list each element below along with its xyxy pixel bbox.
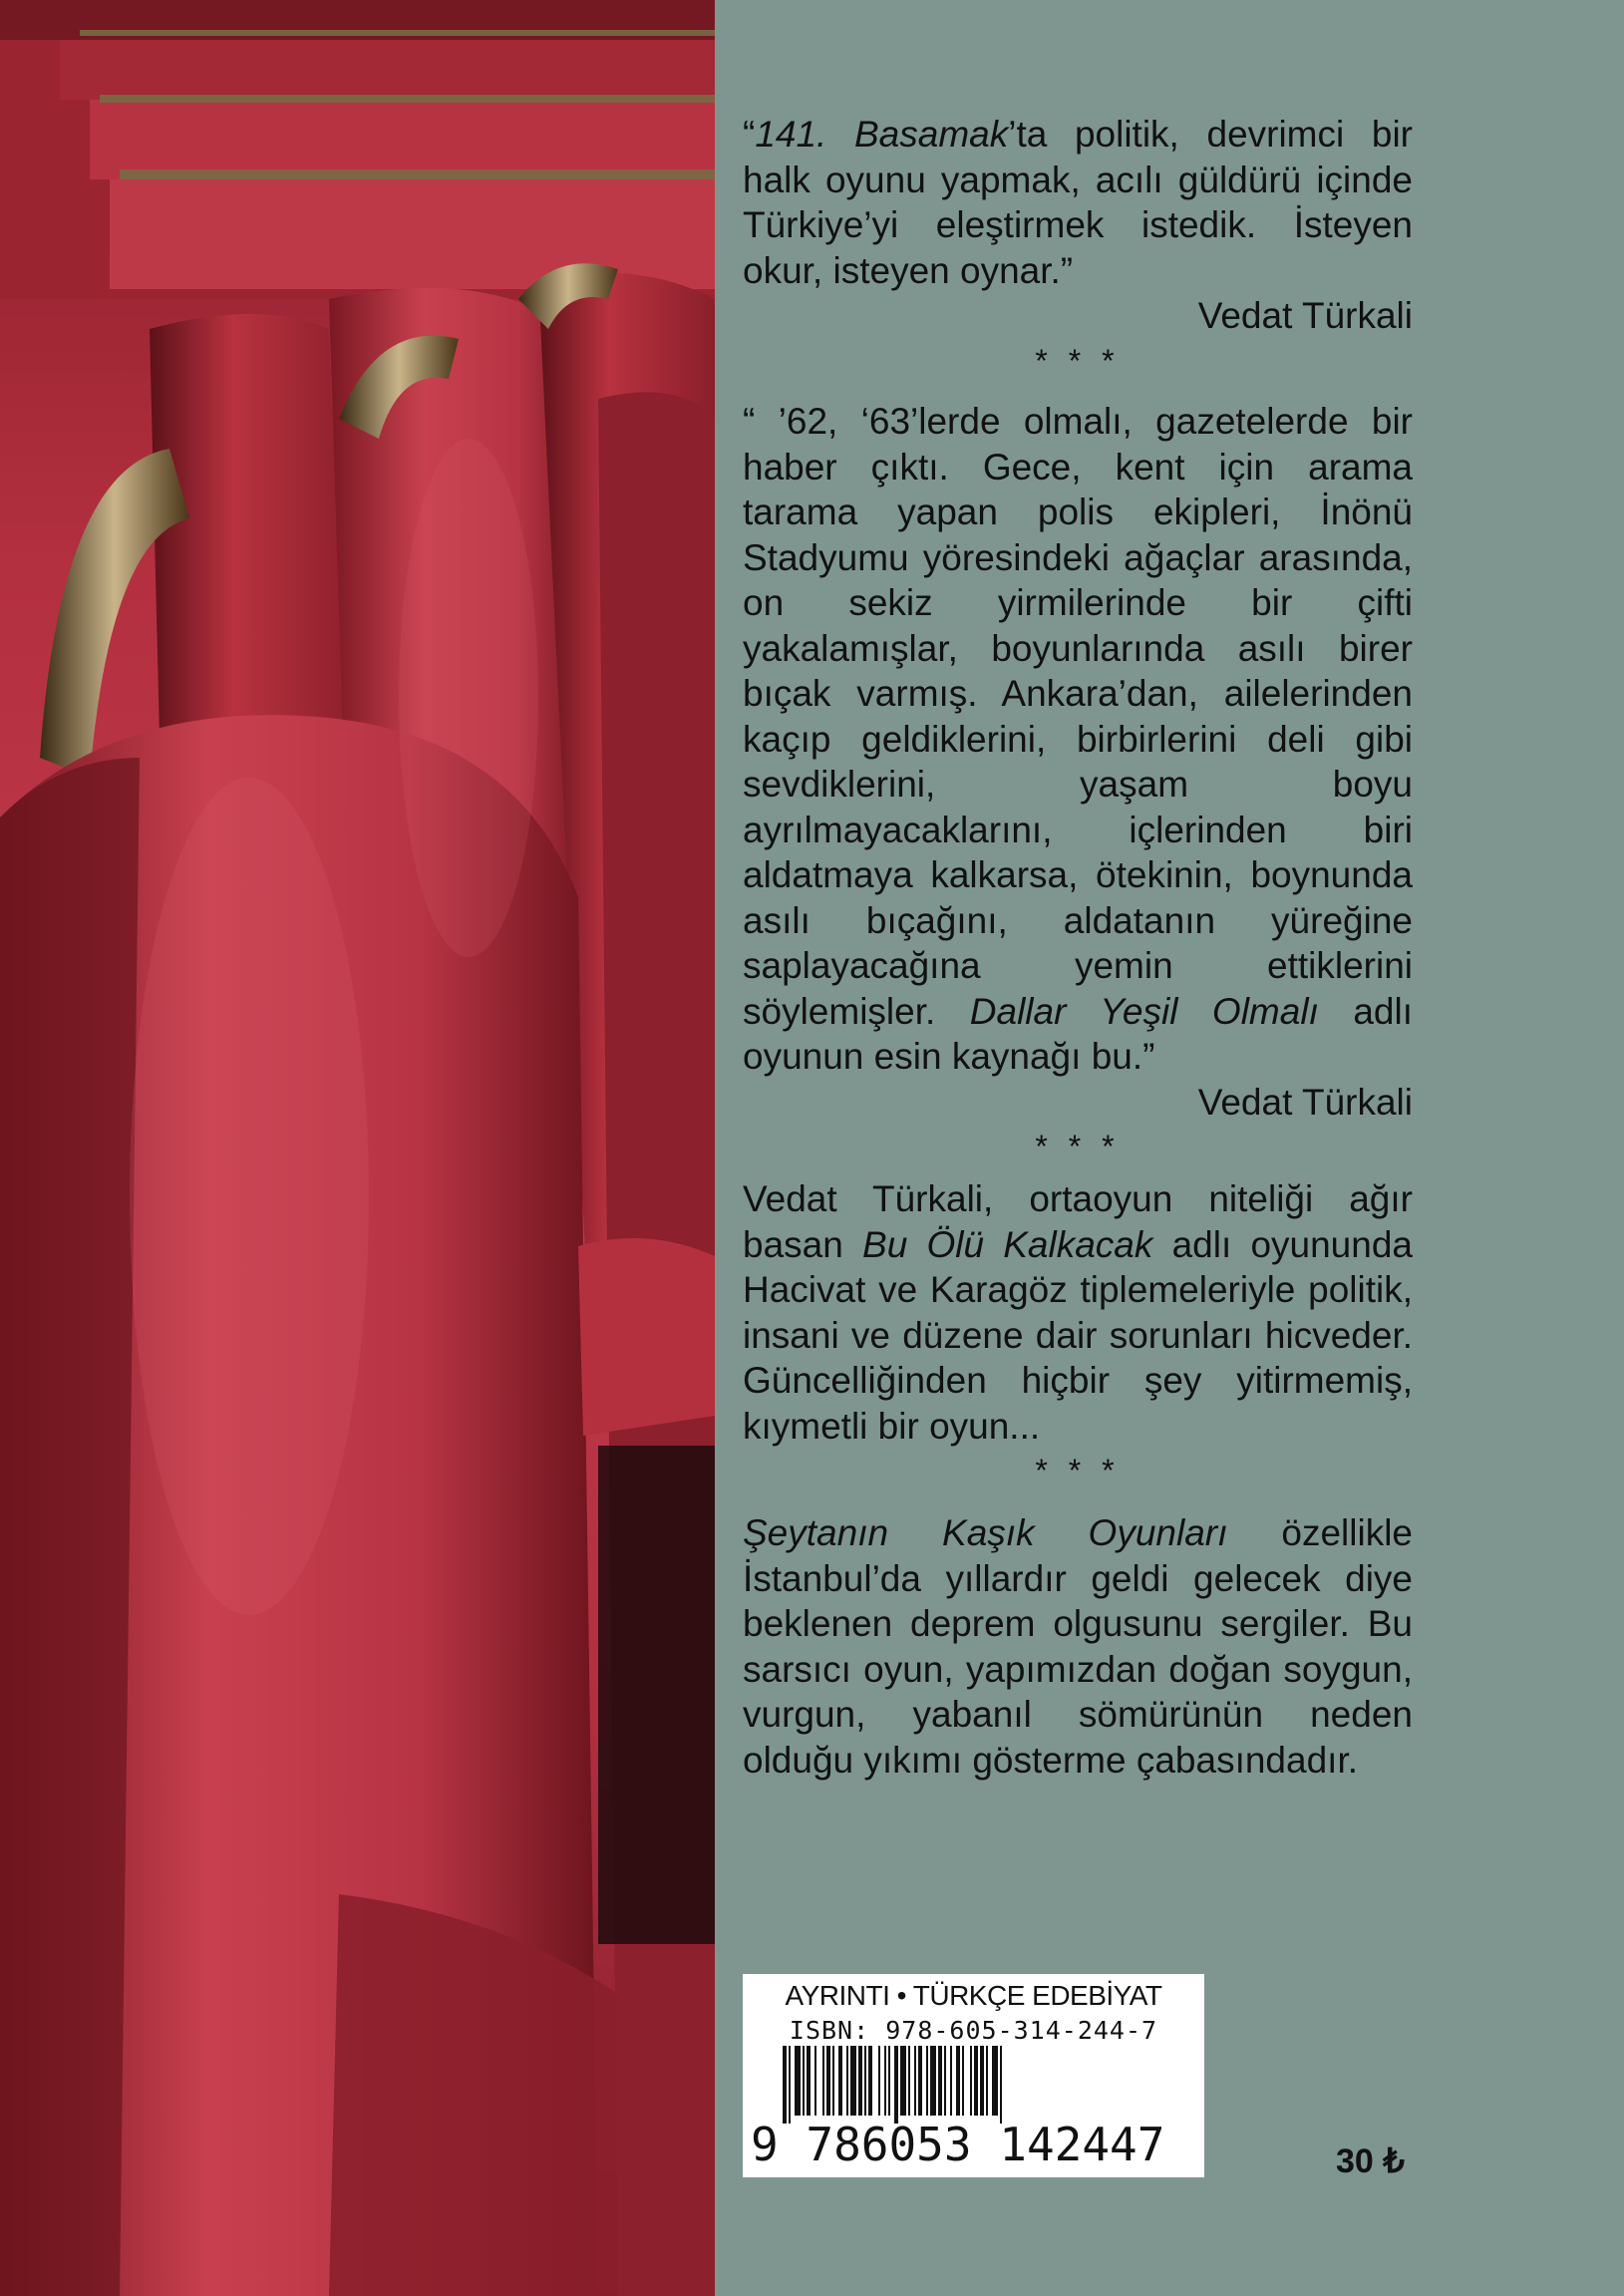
description-block-3 xyxy=(743,1176,1413,1493)
barcode-bar xyxy=(814,2046,816,2116)
barcode-bar xyxy=(858,2046,862,2116)
play-title-dallar-yesil-olmali: Dallar Yeşil Olmalı xyxy=(969,990,1319,1032)
barcode-bar xyxy=(962,2046,964,2116)
barcode-bar xyxy=(826,2046,830,2116)
play-title-seytanin-kasik-oyunlari: Şeytanın Kaşık Oyunları xyxy=(743,1512,1228,1553)
ean-digits: 9 786053 142447 xyxy=(751,2118,1165,2171)
barcode-bar xyxy=(938,2046,942,2116)
quote-1-body: ’ta politik, devrimci bir halk oyunu yapmak, acılı güldürü içinde Türkiye’yi eleştirmek istedik. İsteyen okur, isteyen oynar.” xyxy=(743,114,1413,291)
barcode-bar xyxy=(850,2046,856,2116)
barcode-bar xyxy=(950,2046,952,2116)
barcode-bar xyxy=(868,2046,872,2116)
barcode-bar xyxy=(803,2046,805,2116)
quote-2-ending: adlı oyunun esin kaynağı bu.” xyxy=(743,990,1413,1077)
quote-block-1 xyxy=(743,112,1413,384)
barcode-bar xyxy=(888,2046,890,2116)
barcode-bar xyxy=(1000,2046,1002,2124)
play-title-141-basamak: 141. Basamak xyxy=(755,114,1009,155)
barcode-bar xyxy=(980,2046,984,2116)
barcode-bar xyxy=(930,2046,936,2116)
paragraph-3-body: adlı oyununda Hacivat ve Karagöz tiplemeleriyle politik, insani ve düzene dair sorunları hicveder. Güncelliğinden hiçbir şey yitirmemiş, kıymetli bir oyun... xyxy=(743,1223,1413,1447)
quote-1-text xyxy=(743,112,1413,293)
barcode-bar xyxy=(832,2046,834,2116)
paragraph-4-text xyxy=(743,1510,1413,1783)
quote-2-attribution: Vedat Türkali xyxy=(1197,1081,1413,1123)
barcode-bar xyxy=(914,2046,916,2116)
description-block-4 xyxy=(743,1510,1413,1783)
play-title-bu-olu-kalkacak: Bu Ölü Kalkacak xyxy=(862,1223,1153,1265)
barcode-bar xyxy=(956,2046,960,2116)
barcode-bar xyxy=(846,2046,848,2116)
barcode-bar xyxy=(900,2046,906,2116)
barcode-bar xyxy=(970,2046,972,2116)
barcode-bar xyxy=(926,2046,928,2116)
theatre-seats-photo xyxy=(0,0,715,2296)
barcode-bar xyxy=(864,2046,866,2116)
theatre-seats-illustration xyxy=(0,0,715,2296)
paragraph-4-body: özellikle İstanbul’da yıllardır geldi gelecek diye beklenen deprem olgusunu sergiler. Bu sarsıcı oyun, yapımızdan doğan soygun, vurgun, yabanıl sömürünün neden olduğu yıkımı gösterme çabasındadır. xyxy=(743,1512,1413,1781)
quote-2-body: “ ’62, ‘63’lerde olmalı, gazetelerde bir haber çıktı. Gece, kent için arama tarama yapan polis ekipleri, İnönü Stadyumu yöresindeki ağaçlar arasında, on sekiz yirmilerinde bir çifti yakalamışlar, boyunlarında asılı birer bıçak varmış. Ankara’dan, ailelerinden kaçıp geldiklerini, birbirlerini deli gibi sevdiklerini, yaşam boyu ayrılmayacaklarını, içlerinden biri aldatmaya kalkarsa, ötekinin, boynunda asılı bıçağını, aldatanın yüreğine saplayacağına yemin ettiklerini söylemişler. xyxy=(743,401,1413,1032)
barcode-bar xyxy=(789,2046,791,2124)
barcode-bar xyxy=(822,2046,824,2116)
barcode-bar xyxy=(795,2046,801,2116)
paragraph-3-intro: Vedat Türkali, ortaoyun niteliği ağır basan xyxy=(743,1178,1413,1265)
barcode-bar xyxy=(944,2046,946,2116)
barcode-bar xyxy=(807,2046,811,2116)
barcode-bar xyxy=(783,2046,787,2124)
barcode-bar xyxy=(986,2046,988,2116)
separator-3: * * * xyxy=(1035,1453,1121,1488)
quote-block-2 xyxy=(743,399,1413,1169)
barcode-bar xyxy=(974,2046,978,2116)
separator-2: * * * xyxy=(1035,1129,1121,1164)
barcode-bar xyxy=(884,2046,886,2116)
barcode-bar xyxy=(908,2046,910,2116)
barcode-bar xyxy=(918,2046,922,2116)
separator-1: * * * xyxy=(1035,342,1121,379)
isbn-barcode-box xyxy=(743,1974,1204,2177)
quote-2-text xyxy=(743,399,1413,1080)
paragraph-3-text xyxy=(743,1176,1413,1449)
price-label: 30 ₺ xyxy=(1336,2142,1405,2180)
barcode-bar xyxy=(992,2046,998,2116)
barcode-bars xyxy=(783,2046,1171,2124)
barcode-bar xyxy=(894,2046,898,2124)
barcode-bar xyxy=(878,2046,880,2116)
quote-1-attribution: Vedat Türkali xyxy=(1197,295,1413,336)
publisher-series-label: AYRINTI • TÜRKÇE EDEBİYAT xyxy=(785,1980,1162,2011)
isbn-number: ISBN: 978-605-314-244-7 xyxy=(789,2016,1158,2045)
open-quote-mark: “ xyxy=(743,114,756,155)
barcode-bar xyxy=(838,2046,842,2116)
